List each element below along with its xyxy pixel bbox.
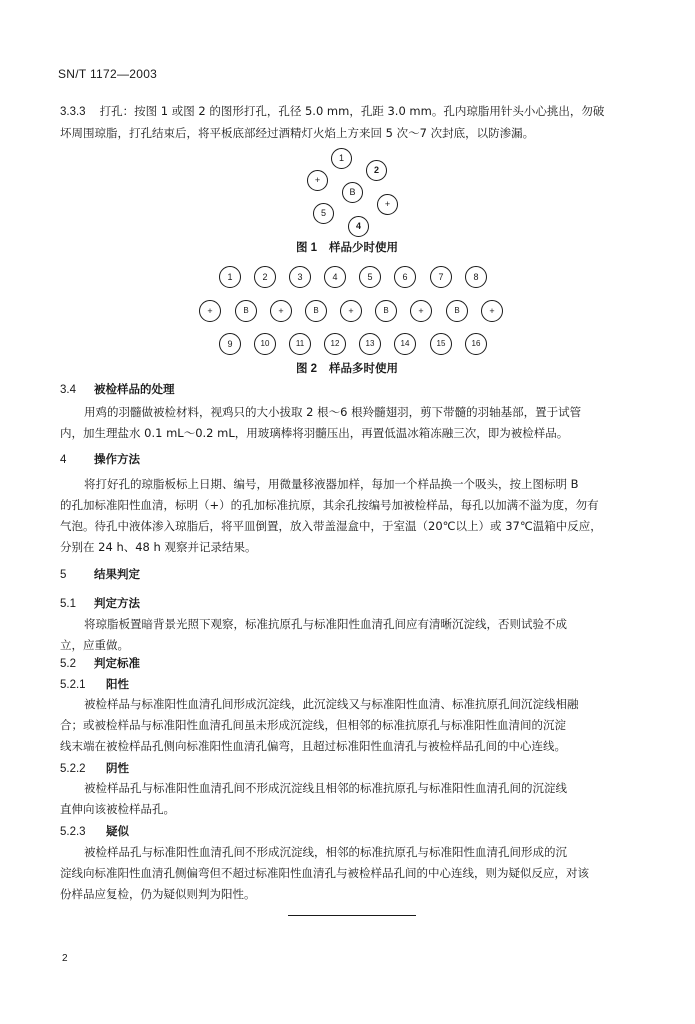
paragraph-line: 气泡。待孔中液体渗入琼脂后，将平皿倒置，放入带盖湿盒中，于室温（20℃以上）或 37℃温箱中反应， bbox=[60, 519, 602, 533]
well-circle: 7 bbox=[430, 266, 452, 288]
well-circle: 12 bbox=[324, 333, 346, 355]
paragraph-line: 将琼脂板置暗背景光照下观察，标准抗原孔与标准阳性血清孔间应有清晰沉淀线，否则试验不成 bbox=[84, 617, 567, 631]
paragraph-line: 被检样品与标准阳性血清孔间形成沉淀线，此沉淀线又与标准阳性血清、标准抗原孔间沉淀线相融 bbox=[84, 697, 579, 711]
paragraph-line: 被检样品孔与标准阳性血清孔间不形成沉淀线且相邻的标准抗原孔与标准阳性血清孔间的沉淀线 bbox=[84, 781, 567, 795]
well-circle: B bbox=[446, 300, 468, 322]
well-circle: + bbox=[307, 170, 328, 191]
well-circle: 2 bbox=[366, 160, 387, 181]
section-5-2-3-heading: 5.2.3 疑似 bbox=[60, 824, 129, 838]
paragraph-line: 坏周围琼脂，打孔结束后，将平板底部经过酒精灯火焰上方来回 5 次～7 次封底，以防渗漏。 bbox=[60, 126, 535, 140]
well-circle: + bbox=[340, 300, 362, 322]
paragraph-line: 份样品应复检，仍为疑似则判为阳性。 bbox=[60, 887, 256, 901]
page-number: 2 bbox=[62, 953, 68, 964]
well-circle: 3 bbox=[289, 266, 311, 288]
section-4-heading: 4 操作方法 bbox=[60, 452, 140, 466]
paragraph-line: 将打好孔的琼脂板标上日期、编号，用微量移液器加样，每加一个样品换一个吸头，按上图标明 B bbox=[84, 477, 579, 491]
figure-1 bbox=[0, 0, 695, 260]
well-circle: 1 bbox=[219, 266, 241, 288]
paragraph-line: 线末端在被检样品孔侧向标准阳性血清孔偏弯，且超过标准阳性血清孔与被检样品孔间的中心连线。 bbox=[60, 739, 566, 753]
paragraph-line: 立，应重做。 bbox=[60, 638, 129, 652]
well-circle: + bbox=[270, 300, 292, 322]
well-circle: 15 bbox=[430, 333, 452, 355]
well-circle: B bbox=[375, 300, 397, 322]
well-circle: + bbox=[199, 300, 221, 322]
well-circle: 13 bbox=[359, 333, 381, 355]
section-3-4-heading: 3.4 被检样品的处理 bbox=[60, 382, 175, 396]
paragraph-line: 的孔加标准阳性血清，标明（+）的孔加标准抗原，其余孔按编号加被检样品，每孔以加满不溢为度，勿有 bbox=[60, 498, 599, 512]
well-circle: B bbox=[235, 300, 257, 322]
section-4-body bbox=[60, 474, 640, 558]
well-circle: 8 bbox=[465, 266, 487, 288]
well-circle: 6 bbox=[394, 266, 416, 288]
well-circle: 1 bbox=[331, 148, 352, 169]
section-5-2-1-body bbox=[60, 694, 640, 757]
paragraph-line: 淀线向标准阳性血清孔侧偏弯但不超过标准阳性血清孔与被检样品孔间的中心连线，则为疑似反应，对该 bbox=[60, 866, 589, 880]
well-circle: 10 bbox=[254, 333, 276, 355]
paragraph-line: 分别在 24 h、48 h 观察并记录结果。 bbox=[60, 540, 257, 554]
well-circle: 4 bbox=[324, 266, 346, 288]
figure-1-caption: 图 1 样品少时使用 bbox=[295, 240, 399, 254]
figure-2-caption: 图 2 样品多时使用 bbox=[295, 361, 399, 375]
well-circle: B bbox=[305, 300, 327, 322]
paragraph-line: 3.3.3 打孔：按图 1 或图 2 的图形打孔，孔径 5.0 mm，孔距 3.0 mm。孔内琼脂用针头小心挑出，勿破 bbox=[60, 101, 640, 123]
section-3-4-body bbox=[60, 402, 640, 444]
well-circle: 5 bbox=[359, 266, 381, 288]
well-circle: + bbox=[377, 194, 398, 215]
section-5-2-1-heading: 5.2.1 阳性 bbox=[60, 677, 129, 691]
section-5-2-heading: 5.2 判定标准 bbox=[60, 656, 140, 670]
document-header: SN/T 1172—2003 bbox=[58, 67, 158, 81]
section-number: 3.3.3 bbox=[60, 106, 86, 118]
well-circle: B bbox=[342, 182, 363, 203]
paragraph-line: 合；或被检样品与标准阳性血清孔间虽未形成沉淀线，但相邻的标准抗原孔与标准阳性血清间的沉淀 bbox=[60, 718, 566, 732]
well-circle: 9 bbox=[219, 333, 241, 355]
well-circle: 5 bbox=[313, 203, 334, 224]
section-5-1-heading: 5.1 判定方法 bbox=[60, 596, 140, 610]
section-5-2-2-heading: 5.2.2 阴性 bbox=[60, 761, 129, 775]
figure-2 bbox=[0, 260, 695, 380]
section-5-1-body bbox=[60, 614, 640, 656]
well-circle: 11 bbox=[289, 333, 311, 355]
paragraph-line: 直伸向该被检样品孔。 bbox=[60, 802, 175, 816]
well-circle: 2 bbox=[254, 266, 276, 288]
paragraph-line: 被检样品孔与标准阳性血清孔间不形成沉淀线，相邻的标准抗原孔与标准阳性血清孔间形成的沉 bbox=[84, 845, 567, 859]
end-of-text-rule bbox=[288, 915, 416, 916]
section-5-heading: 5 结果判定 bbox=[60, 567, 140, 581]
well-circle: 14 bbox=[394, 333, 416, 355]
well-circle: 4 bbox=[348, 216, 369, 237]
section-5-2-2-body bbox=[60, 778, 640, 820]
paragraph-line: 内，加生理盐水 0.1 mL～0.2 mL，用玻璃棒将羽髓压出，再置低温冰箱冻融三次，即为被检样品。 bbox=[60, 426, 569, 440]
well-circle: 16 bbox=[465, 333, 487, 355]
section-5-2-3-body bbox=[60, 842, 640, 905]
paragraph-line: 用鸡的羽髓做被检材料，视鸡只的大小拔取 2 根～6 根羚髓翅羽，剪下带髓的羽轴基部，置于试管 bbox=[84, 405, 582, 419]
well-circle: + bbox=[410, 300, 432, 322]
well-circle: + bbox=[481, 300, 503, 322]
